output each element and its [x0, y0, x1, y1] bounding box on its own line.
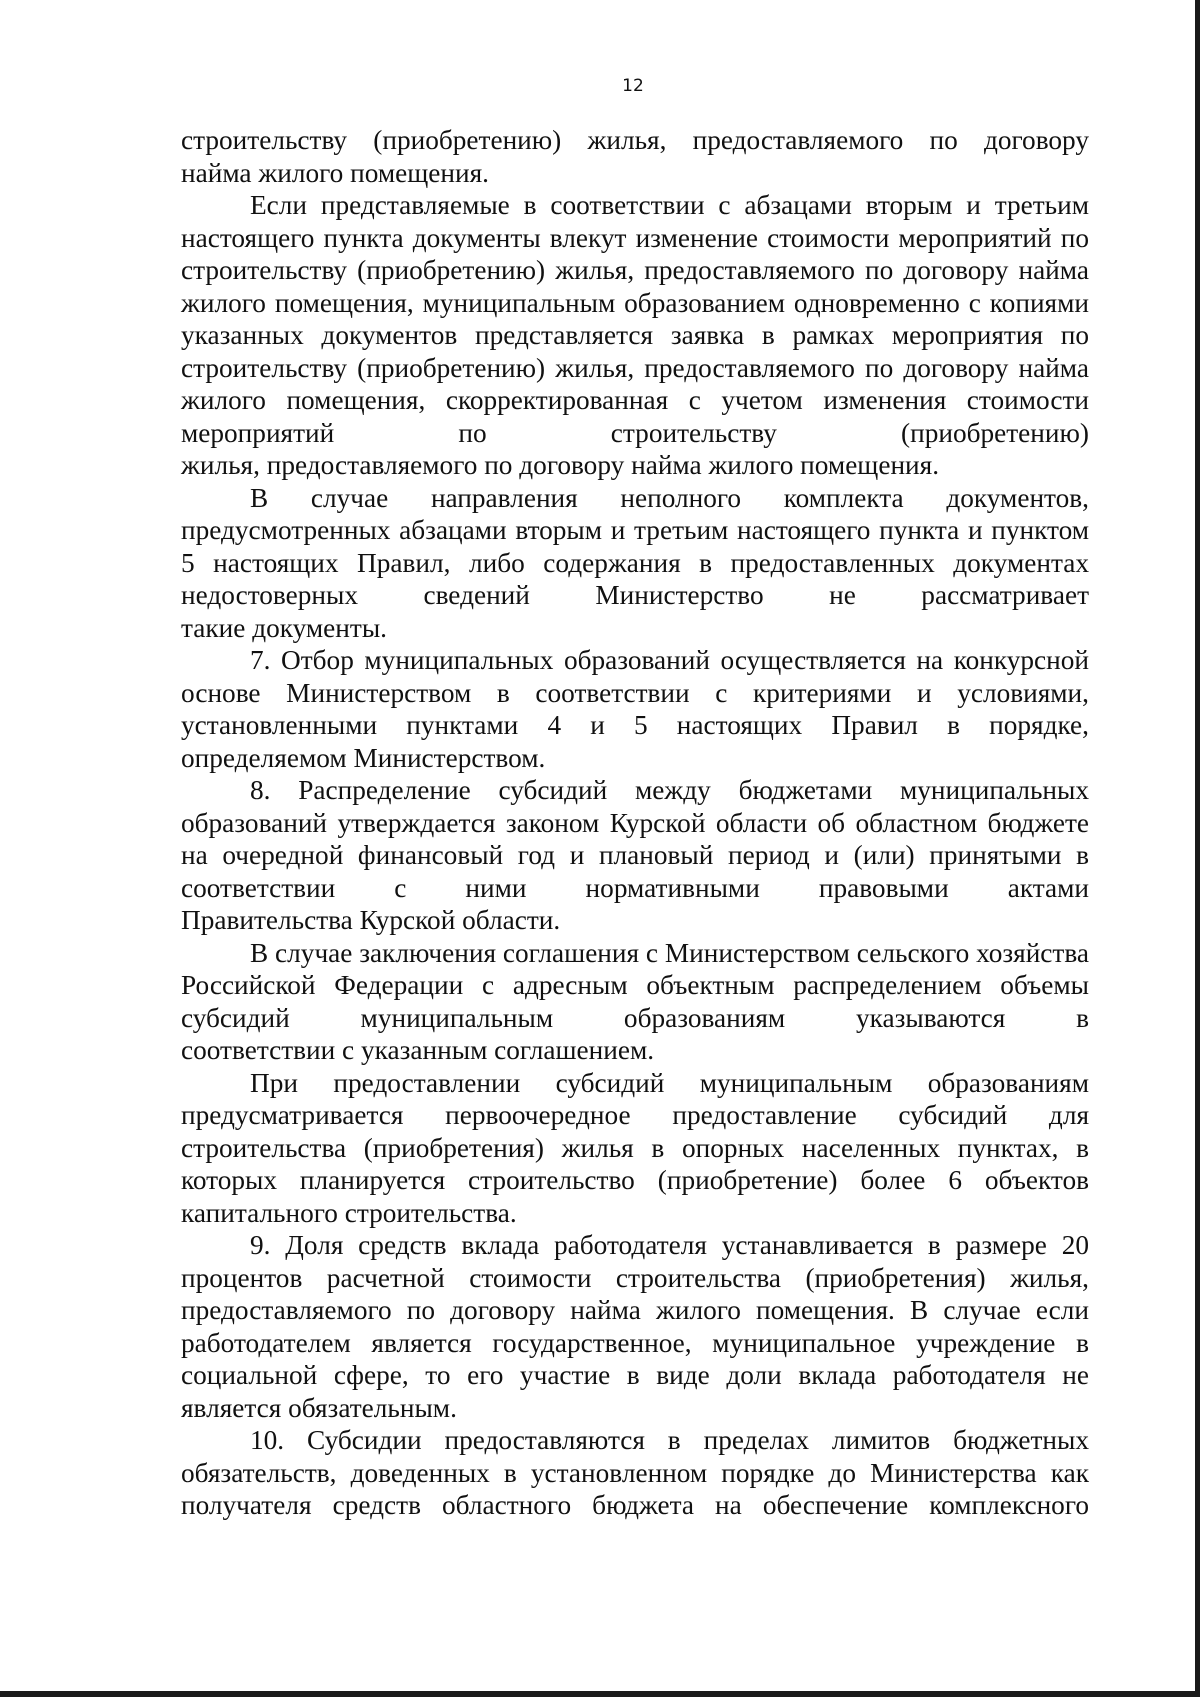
paragraph-last-line: соответствии с указанным соглашением.: [181, 1035, 655, 1065]
paragraph-text: строительству (приобретению) жилья, предоставляемого по договору: [181, 125, 1089, 155]
paragraph-text: В случае направления неполного комплекта документов, предусмотренных абзацами вторым и третьим настоящего пункта и пунктом 5 настоящих Правил, либо содержания в предоставленных документах недостоверных сведений Министерство не рассматривает: [181, 482, 1089, 610]
paragraph-last-line: такие документы.: [181, 612, 387, 643]
paragraph-incomplete-documents: [181, 482, 1089, 645]
paragraph-text: В случае заключения соглашения с Министерством сельского хозяйства Российской Федерации с адресным объектным распределением объемы субсидий муниципальным образованиям указываются в: [181, 937, 1089, 1033]
paragraph-clause-10: [181, 1424, 1089, 1522]
paragraph-text: 10. Субсидии предоставляются в пределах лимитов бюджетных обязательств, доведенных в установленном порядке до Министерства как получателя средств областного бюджета на обеспечение комплексного: [181, 1425, 1089, 1520]
paragraph-last-line: найма жилого помещения.: [181, 157, 489, 188]
paragraph-agreement: [181, 937, 1089, 1067]
paragraph-text: При предоставлении субсидий муниципальным образованиям предусматривается первоочередное предоставление субсидий для строительства (приобретения) жилья в опорных населенных пунктах, в которых планируется строительство (приобретение) более 6 объектов: [181, 1067, 1089, 1195]
paragraph-priority: [181, 1067, 1089, 1230]
paragraph-last-line: является обязательным.: [181, 1392, 457, 1423]
paragraph-text: 9. Доля средств вклада работодателя устанавливается в размере 20 процентов расчетной стоимости строительства (приобретения) жилья, предоставляемого по договору найма жилого помещения. В случае если работодателем является государственное, муниципальное учреждение в социальной сфере, то его участие в виде доли вклада работодателя не: [181, 1230, 1089, 1390]
paragraph-last-line: определяемом Министерством.: [181, 742, 546, 773]
paragraph-text: 7. Отбор муниципальных образований осуществляется на конкурсной основе Министерством в соответствии с критериями и условиями, установленными пунктами 4 и 5 настоящих Правил в порядке,: [181, 645, 1089, 740]
document-body: [181, 124, 1089, 1522]
paragraph-text: 8. Распределение субсидий между бюджетами муниципальных образований утверждается законом Курской области об областном бюджете на очередной финансовый год и плановый период и (или) принятыми в соответствии с ними нормативными правовыми актами: [181, 775, 1089, 903]
paragraph-clause-7: [181, 644, 1089, 774]
scan-border-bottom: [0, 1691, 1200, 1697]
scan-border-right: [1195, 0, 1200, 1697]
paragraph-last-line: жилья, предоставляемого по договору найма жилого помещения.: [181, 450, 940, 480]
paragraph-cost-change: [181, 189, 1089, 482]
paragraph-last-line: капитального строительства.: [181, 1197, 517, 1228]
paragraph-text: Если представляемые в соответствии с абзацами вторым и третьим настоящего пункта документы влекут изменение стоимости мероприятий по строительству (приобретению) жилья, предоставляемого по договору найма жилого помещения, муниципальным образованием одновременно с копиями указанных документов представляется заявка в рамках мероприятия по строительству (приобретению) жилья, предоставляемого по договору найма жилого помещения, скорректированная с учетом изменения стоимости мероприятий по строительству (приобретению): [181, 190, 1089, 448]
paragraph-continuation: [181, 124, 1089, 189]
paragraph-last-line: Правительства Курской области.: [181, 905, 561, 935]
paragraph-clause-9: [181, 1229, 1089, 1424]
page-number: 12: [622, 76, 644, 96]
paragraph-clause-8: [181, 774, 1089, 937]
